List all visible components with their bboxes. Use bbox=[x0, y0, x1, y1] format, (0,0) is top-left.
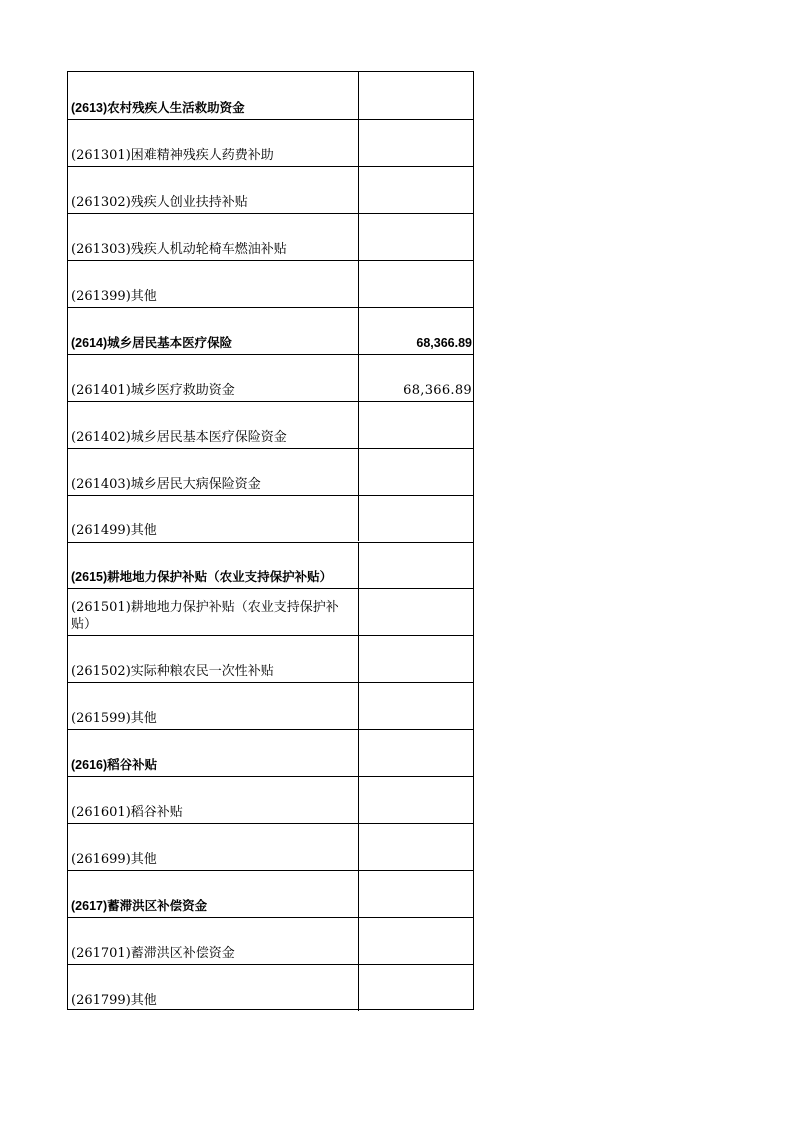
item-cell bbox=[68, 214, 358, 260]
item-label: (261699)其他 bbox=[71, 852, 157, 868]
item-label: (261401)城乡医疗救助资金 bbox=[71, 382, 235, 398]
table-row bbox=[68, 682, 473, 729]
amount-cell bbox=[358, 777, 473, 823]
budget-table bbox=[67, 71, 474, 1010]
item-cell bbox=[68, 683, 358, 729]
amount-cell bbox=[358, 72, 473, 119]
table-row bbox=[68, 542, 473, 589]
amount-cell bbox=[358, 824, 473, 870]
table-row bbox=[68, 213, 473, 260]
item-cell bbox=[68, 496, 358, 542]
table-row bbox=[68, 776, 473, 823]
item-label: (261402)城乡居民基本医疗保险资金 bbox=[71, 429, 287, 445]
item-cell bbox=[68, 120, 358, 166]
item-cell bbox=[68, 589, 358, 635]
amount-cell bbox=[358, 402, 473, 448]
item-cell bbox=[68, 449, 358, 495]
item-label: (2617)蓄滞洪区补偿资金 bbox=[71, 899, 208, 914]
table-row bbox=[68, 401, 473, 448]
table-row bbox=[68, 166, 473, 213]
table-row bbox=[68, 72, 473, 119]
item-label: (261302)残疾人创业扶持补贴 bbox=[71, 194, 248, 210]
item-cell bbox=[68, 543, 358, 589]
amount-cell bbox=[358, 636, 473, 682]
amount-cell bbox=[358, 871, 473, 917]
item-cell bbox=[68, 167, 358, 213]
item-label: (261599)其他 bbox=[71, 711, 157, 727]
table-row bbox=[68, 260, 473, 307]
table-row bbox=[68, 870, 473, 917]
table-row bbox=[68, 448, 473, 495]
table-row bbox=[68, 354, 473, 401]
amount-cell bbox=[358, 449, 473, 495]
amount-cell bbox=[358, 120, 473, 166]
table-row bbox=[68, 635, 473, 682]
table-row bbox=[68, 917, 473, 964]
table-row bbox=[68, 823, 473, 870]
table-row bbox=[68, 119, 473, 166]
item-label: (261403)城乡居民大病保险资金 bbox=[71, 476, 261, 492]
item-label: (261601)稻谷补贴 bbox=[71, 805, 183, 821]
item-cell bbox=[68, 965, 358, 1011]
item-cell bbox=[68, 777, 358, 823]
item-label: (261502)实际种粮农民一次性补贴 bbox=[71, 664, 274, 680]
table-row bbox=[68, 729, 473, 776]
item-cell bbox=[68, 824, 358, 870]
item-cell bbox=[68, 871, 358, 917]
item-label: (261799)其他 bbox=[71, 992, 157, 1008]
item-cell bbox=[68, 308, 358, 354]
amount-cell bbox=[358, 730, 473, 776]
item-cell bbox=[68, 636, 358, 682]
amount-cell bbox=[358, 355, 473, 401]
table-row bbox=[68, 307, 473, 354]
amount-cell bbox=[358, 918, 473, 964]
item-cell bbox=[68, 918, 358, 964]
amount-cell bbox=[358, 965, 473, 1011]
item-label: (2614)城乡居民基本医疗保险 bbox=[71, 335, 233, 350]
amount-value: 68,366.89 bbox=[416, 335, 472, 350]
amount-cell bbox=[358, 308, 473, 354]
item-label: (261501)耕地地力保护补贴（农业支持保护补贴） bbox=[71, 600, 339, 633]
item-cell bbox=[68, 730, 358, 776]
item-label: (261399)其他 bbox=[71, 288, 157, 304]
item-label: (2616)稻谷补贴 bbox=[71, 758, 158, 773]
item-cell bbox=[68, 72, 358, 119]
item-cell bbox=[68, 261, 358, 307]
amount-cell bbox=[358, 214, 473, 260]
amount-value: 68,366.89 bbox=[403, 382, 472, 398]
item-cell bbox=[68, 402, 358, 448]
item-label: (261301)困难精神残疾人药费补助 bbox=[71, 147, 274, 163]
item-label: (261499)其他 bbox=[71, 523, 157, 539]
table-row bbox=[68, 588, 473, 635]
item-label: (2613)农村残疾人生活救助资金 bbox=[71, 100, 245, 115]
table-row bbox=[68, 964, 473, 1011]
item-label: (261303)残疾人机动轮椅车燃油补贴 bbox=[71, 241, 287, 257]
table-row bbox=[68, 495, 473, 542]
amount-cell bbox=[358, 543, 473, 589]
amount-cell bbox=[358, 496, 473, 542]
amount-cell bbox=[358, 167, 473, 213]
amount-cell bbox=[358, 683, 473, 729]
amount-cell bbox=[358, 261, 473, 307]
item-label: (2615)耕地地力保护补贴（农业支持保护补贴） bbox=[71, 570, 333, 585]
amount-cell bbox=[358, 589, 473, 635]
item-cell bbox=[68, 355, 358, 401]
item-label: (261701)蓄滞洪区补偿资金 bbox=[71, 946, 235, 962]
